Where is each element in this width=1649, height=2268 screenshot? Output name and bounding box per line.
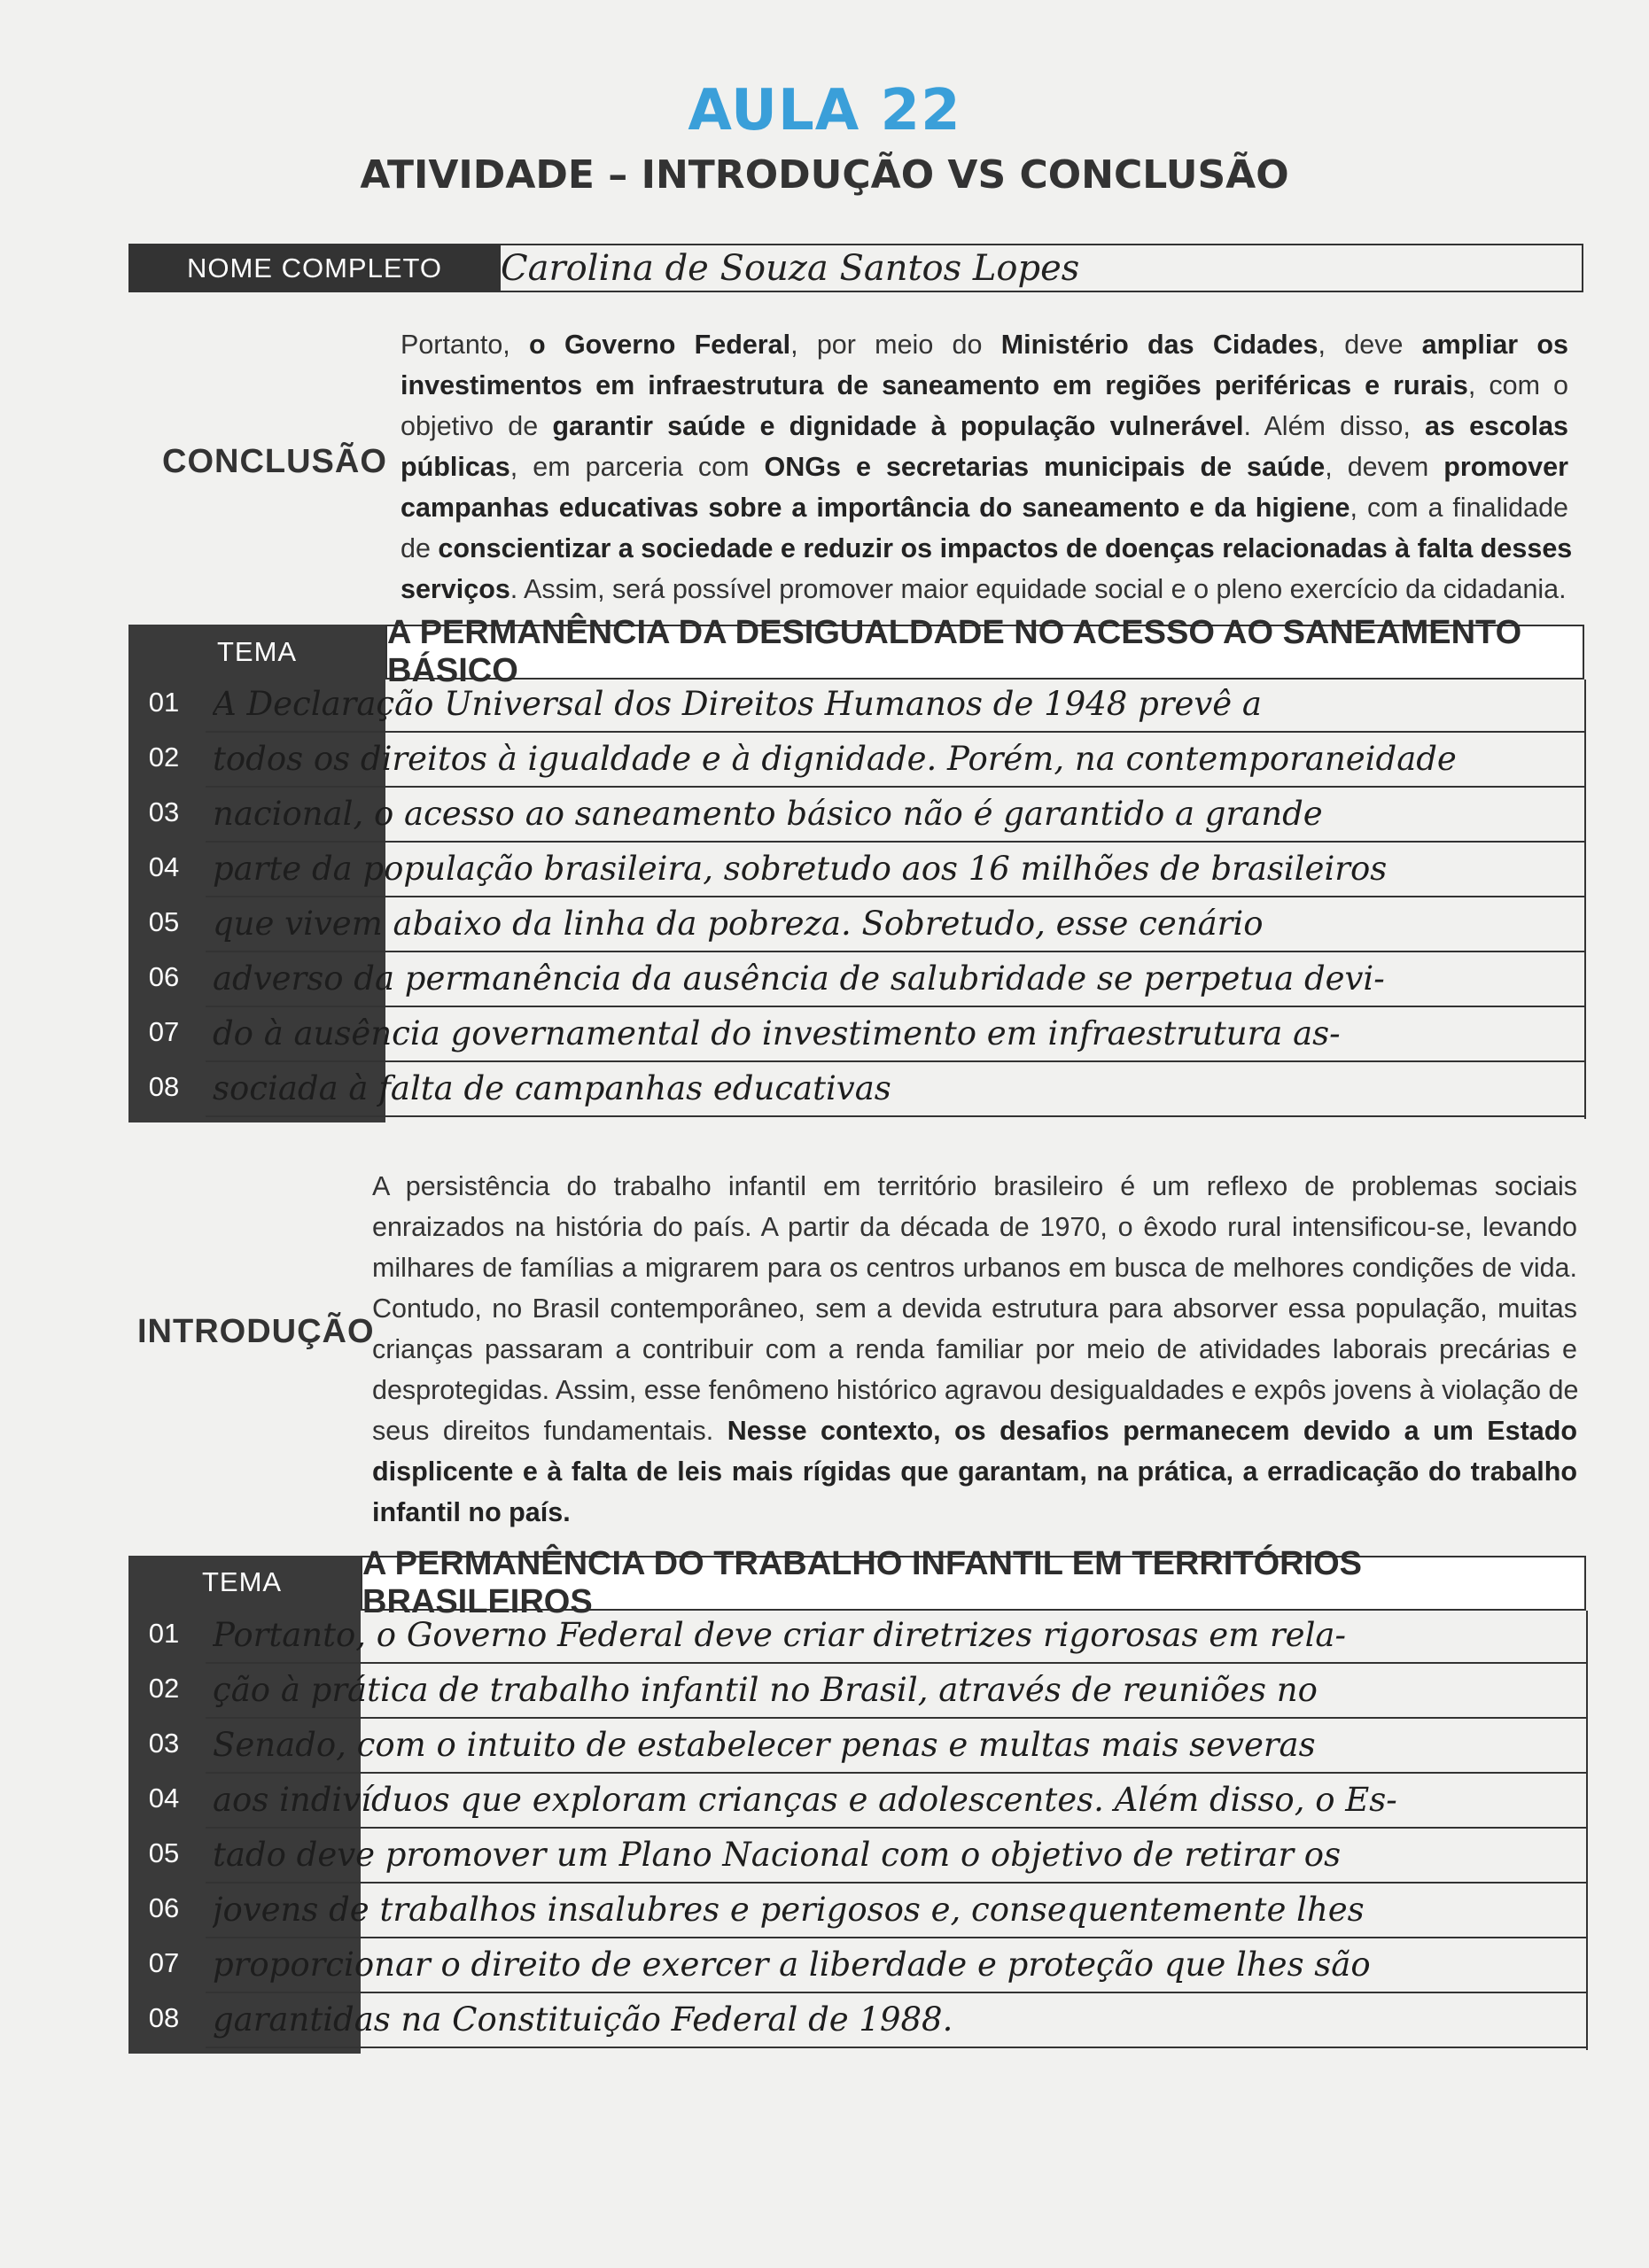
line-number: 08 [148,1071,180,1102]
conclusao-text-segment: , com a finalidade [1350,493,1569,523]
writing-rule [206,841,1584,843]
introducao-text-segment: milhares de famílias a migrarem para os centros urbanos em busca de melhores condições de vida. [372,1253,1577,1283]
handwritten-line: Senado, com o intuito de estabelecer penas e multas mais severas [213,1726,1316,1764]
handwritten-line: jovens de trabalhos insalubres e perigosos e, consequentemente lhes [213,1891,1365,1929]
writing-rule [206,1662,1586,1664]
page-subtitle: ATIVIDADE – INTRODUÇÃO VS CONCLUSÃO [360,152,1289,198]
introducao-text-segment: displicente e à falta de leis mais rígidas que garantam, na prática, a erradicação do trabalho [372,1456,1577,1487]
introducao-line [372,1370,1577,1410]
conclusao-text-segment: , deve [1318,330,1422,360]
conclusao-line [401,569,1568,610]
conclusao-text-segment: públicas [401,452,510,482]
introducao-line [372,1410,1577,1451]
conclusao-text-segment: garantir saúde e dignidade à população vulnerável [552,411,1244,441]
conclusao-text-segment: conscientizar a sociedade e reduzir os impactos de doenças relacionadas à falta desses [438,533,1573,563]
line-number: 07 [148,1016,180,1047]
conclusao-line [401,447,1568,487]
handwritten-line: parte da população brasileira, sobretudo aos 16 milhões de brasileiros [213,850,1388,888]
writing-rule [206,786,1584,788]
conclusao-text-segment: o Governo Federal [529,330,791,360]
introducao-text-segment: infantil no país. [372,1497,571,1527]
handwritten-line: proporcionar o direito de exercer a liberdade e proteção que lhes são [213,1946,1371,1984]
line-number: 05 [148,1837,180,1868]
page-title: AULA 22 [688,78,961,144]
introducao-line [372,1288,1577,1329]
conclusao-text-segment: . Além disso, [1243,411,1425,441]
introducao-text-segment: seus direitos fundamentais. [372,1416,727,1446]
line-number: 03 [148,796,180,827]
handwritten-line: Portanto, o Governo Federal deve criar diretrizes rigorosas em rela- [213,1616,1346,1654]
handwritten-line: garantidas na Constituição Federal de 1988. [213,2000,953,2039]
handwritten-line: adverso da permanência da ausência de salubridade se perpetua devi- [213,959,1385,998]
introducao-text-segment: Contudo, no Brasil contemporâneo, sem a devida estrutura para absorver essa população, muitas [372,1293,1577,1324]
line-number: 04 [148,1783,180,1814]
conclusao-paragraph [401,324,1573,610]
introducao-line [372,1492,1577,1533]
line-number: 02 [148,742,180,773]
handwritten-line: todos os direitos à igualdade e à dignidade. Porém, na contemporaneidade [213,740,1457,778]
introducao-line [372,1329,1577,1370]
line-number: 08 [148,2002,180,2033]
tema2-title: A PERMANÊNCIA DO TRABALHO INFANTIL EM TERRITÓRIOS BRASILEIROS [361,1556,1586,1611]
conclusao-text-segment: campanhas educativas sobre a importância do saneamento e da higiene [401,493,1350,523]
introducao-text-segment: Nesse contexto, os desafios permanecem devido a um Estado [727,1416,1577,1446]
line-number: 01 [148,687,180,718]
conclusao-text-segment: as escolas [1424,411,1568,441]
conclusao-text-segment: objetivo de [401,411,553,441]
introducao-text-segment: crianças passaram a contribuir com a renda familiar por meio de atividades laborais precárias e [372,1334,1577,1364]
writing-rule [206,951,1584,952]
introducao-text-segment: enraizados na história do país. A partir da década de 1970, o êxodo rural intensificou-se, levando [372,1212,1577,1242]
conclusao-line [401,487,1568,528]
line-number: 07 [148,1947,180,1978]
conclusao-text-segment: ampliar os [1421,330,1569,360]
writing-rule [206,1717,1586,1719]
handwritten-line: A Declaração Universal dos Direitos Humanos de 1948 prevê a [213,685,1262,723]
introducao-text-segment: A persistência do trabalho infantil em território brasileiro é um reflexo de problemas sociais [372,1171,1577,1201]
introducao-text-segment: desprotegidas. Assim, esse fenômeno histórico agravou desigualdades e expôs jovens à violação de [372,1375,1579,1405]
line-number: 06 [148,1892,180,1923]
conclusao-text-segment: Ministério das Cidades [1000,330,1318,360]
writing-rule [206,1006,1584,1007]
conclusao-text-segment: , com o [1467,370,1568,400]
writing-rule [206,1937,1586,1938]
handwritten-line: que vivem abaixo da linha da pobreza. Sobretudo, esse cenário [213,905,1264,943]
conclusao-text-segment: de [401,533,439,563]
conclusao-text-segment: Portanto, [401,330,530,360]
introducao-paragraph [372,1166,1577,1533]
conclusao-text-segment: serviços [401,574,510,604]
handwritten-line: aos indivíduos que exploram crianças e adolescentes. Além disso, o Es- [213,1781,1397,1819]
conclusao-line [401,406,1568,447]
introducao-label: INTRODUÇÃO [137,1313,375,1350]
tema1-label: TEMA [217,636,298,667]
writing-rule [206,1115,1584,1117]
conclusao-text-segment: . Assim, será possível promover maior equidade social e o pleno exercício da cidadania. [509,574,1567,604]
conclusao-text-segment: , devem [1325,452,1444,482]
conclusao-text-segment: promover [1443,452,1568,482]
writing-rule [206,1827,1586,1829]
introducao-line [372,1247,1577,1288]
introducao-line [372,1451,1577,1492]
handwritten-line: tado deve promover um Plano Nacional com o objetivo de retirar os [213,1836,1342,1874]
conclusao-line [401,365,1568,406]
tema1-title: A PERMANÊNCIA DA DESIGUALDADE NO ACESSO AO SANEAMENTO BÁSICO [385,625,1584,680]
line-number: 04 [148,851,180,882]
conclusao-text-segment: ONGs e secretarias municipais de saúde [764,452,1326,482]
panel-right-border [1586,1611,1588,2050]
line-number: 03 [148,1728,180,1759]
name-value: Carolina de Souza Santos Lopes [501,248,1080,289]
writing-rule [206,1060,1584,1062]
handwritten-line: nacional, o acesso ao saneamento básico não é garantido a grande [213,795,1323,833]
line-number: 05 [148,906,180,937]
handwritten-line: do à ausência governamental do investimento em infraestrutura as- [213,1014,1341,1052]
handwritten-line: ção à prática de trabalho infantil no Brasil, através de reuniões no [213,1671,1318,1709]
line-number: 02 [148,1673,180,1704]
handwritten-line: sociada à falta de campanhas educativas [213,1069,891,1107]
tema2-label: TEMA [202,1566,283,1597]
conclusao-line [401,528,1573,569]
line-number: 06 [148,961,180,992]
introducao-line [372,1207,1577,1247]
conclusao-text-segment: investimentos em infraestrutura de saneamento em regiões periféricas e rurais [401,370,1468,400]
introducao-line [372,1166,1577,1207]
conclusao-text-segment: , por meio do [790,330,1001,360]
writing-rule [206,896,1584,897]
conclusao-label: CONCLUSÃO [162,443,387,480]
writing-rule [206,2047,1586,2048]
writing-rule [206,1772,1586,1774]
writing-rule [206,731,1584,733]
conclusao-line [401,324,1568,365]
conclusao-text-segment: , em parceria com [509,452,765,482]
writing-rule [206,1992,1586,1993]
writing-rule [206,1882,1586,1884]
panel-right-border [1584,680,1586,1119]
line-number: 01 [148,1618,180,1649]
name-label: NOME COMPLETO [128,244,501,292]
